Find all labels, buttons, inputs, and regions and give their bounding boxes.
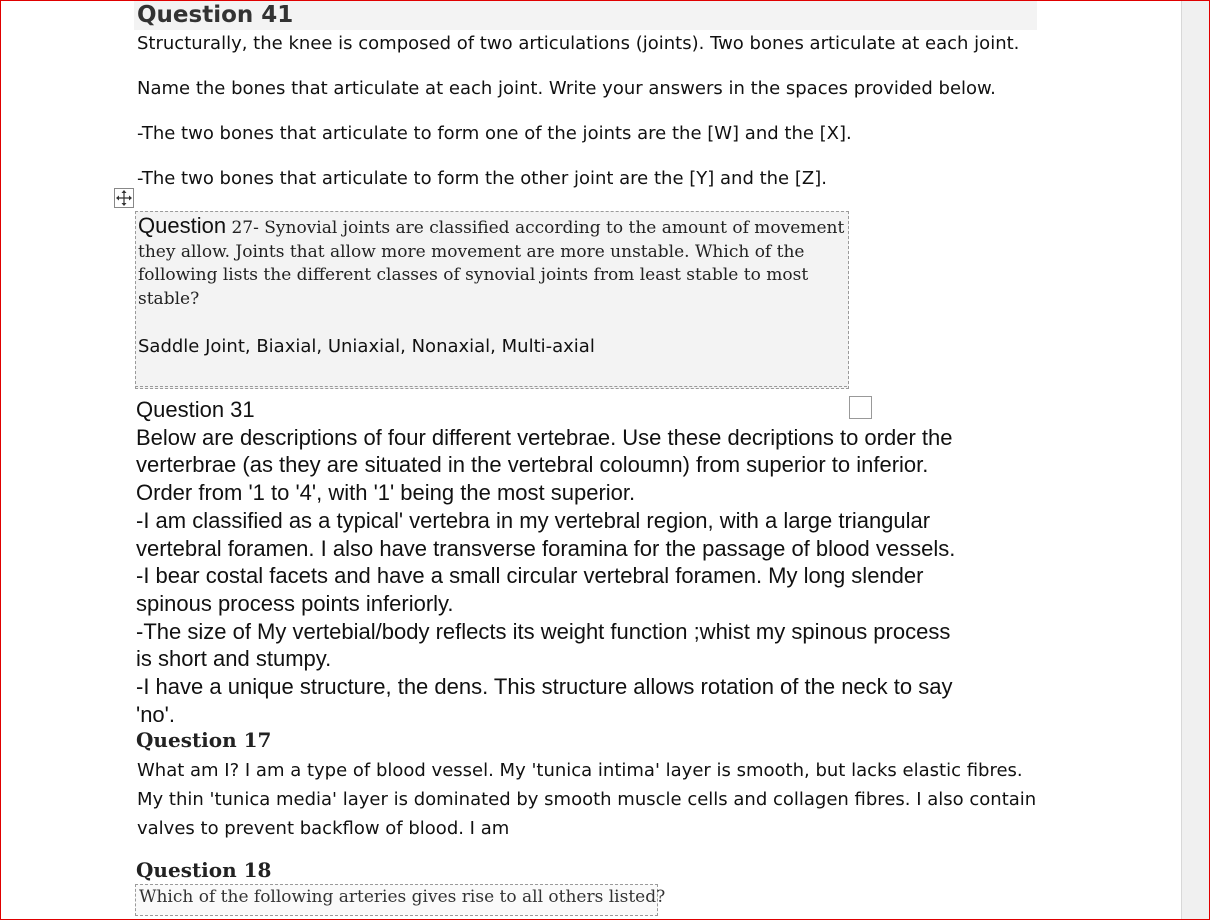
question-31-line: 'no'.: [136, 701, 175, 727]
question-18-text: Which of the following arteries gives rise to all others listed?: [139, 887, 666, 907]
question-31-line: verterbrae (as they are situated in the vertebral coloumn) from superior to inferior.: [136, 452, 929, 478]
question-41-line: -The two bones that articulate to form the other joint are the [Y] and the [Z].: [137, 168, 827, 189]
question-31-line: -I am classified as a typical' vertebra in my vertebral region, with a large triangular: [136, 507, 931, 533]
table-move-handle-icon[interactable]: [114, 188, 134, 208]
question-31-line: -I have a unique structure, the dens. This structure allows rotation of the neck to say: [136, 674, 953, 700]
question-27-label: Question: [138, 213, 227, 238]
question-31-line: -The size of My vertebial/body reflects its weight function ;whist my spinous process: [136, 618, 951, 644]
vertical-scrollbar[interactable]: [1181, 1, 1210, 919]
question-27-answer: Saddle Joint, Biaxial, Uniaxial, Nonaxial, Multi-axial: [138, 336, 595, 357]
question-17-text: [137, 756, 1036, 843]
question-17-line: valves to prevent backflow of blood. I am: [137, 818, 510, 839]
question-41-heading-band: [134, 1, 1037, 30]
question-18-title: Question 18: [136, 858, 272, 882]
question-17-line: My thin 'tunica media' layer is dominated by smooth muscle cells and collagen fibres. I also contain: [137, 789, 1037, 810]
question-31-line: vertebral foramen. I also have transverse foramina for the passage of blood vessels.: [136, 535, 956, 561]
question-17-line: What am I? I am a type of blood vessel. My 'tunica intima' layer is smooth, but lacks elastic fibres.: [137, 760, 1023, 781]
question-31-line: is short and stumpy.: [136, 646, 332, 672]
question-41-line: Name the bones that articulate at each joint. Write your answers in the spaces provided below.: [137, 78, 996, 99]
question-31-line: spinous process points inferiorly.: [136, 590, 454, 616]
question-17-title: Question 17: [136, 728, 272, 752]
question-27-body: 27- Synovial joints are classified according to the amount of movement they allow. Joints that allow more movement are more unstable. Which of the following lists the different classes of synovial joints from least stable to most stable?: [138, 218, 845, 309]
question-31-line: -I bear costal facets and have a small circular vertebral foramen. My long slender: [136, 563, 924, 589]
question-27-text: [138, 214, 848, 311]
question-27-box-divider: [135, 386, 847, 387]
question-31-line: Order from '1 to '4', with '1' being the most superior.: [136, 480, 636, 506]
question-31-line: Below are descriptions of four different vertebrae. Use these decriptions to order the: [136, 424, 953, 450]
question-31-line: Question 31: [136, 397, 255, 422]
question-41-line: -The two bones that articulate to form one of the joints are the [W] and the [X].: [137, 123, 852, 144]
question-31-block: [136, 396, 1036, 728]
question-41-title: Question 41: [137, 2, 294, 28]
question-41-line: Structurally, the knee is composed of two articulations (joints). Two bones articulate at each joint.: [137, 33, 1020, 54]
move-arrows-icon: [115, 189, 133, 207]
